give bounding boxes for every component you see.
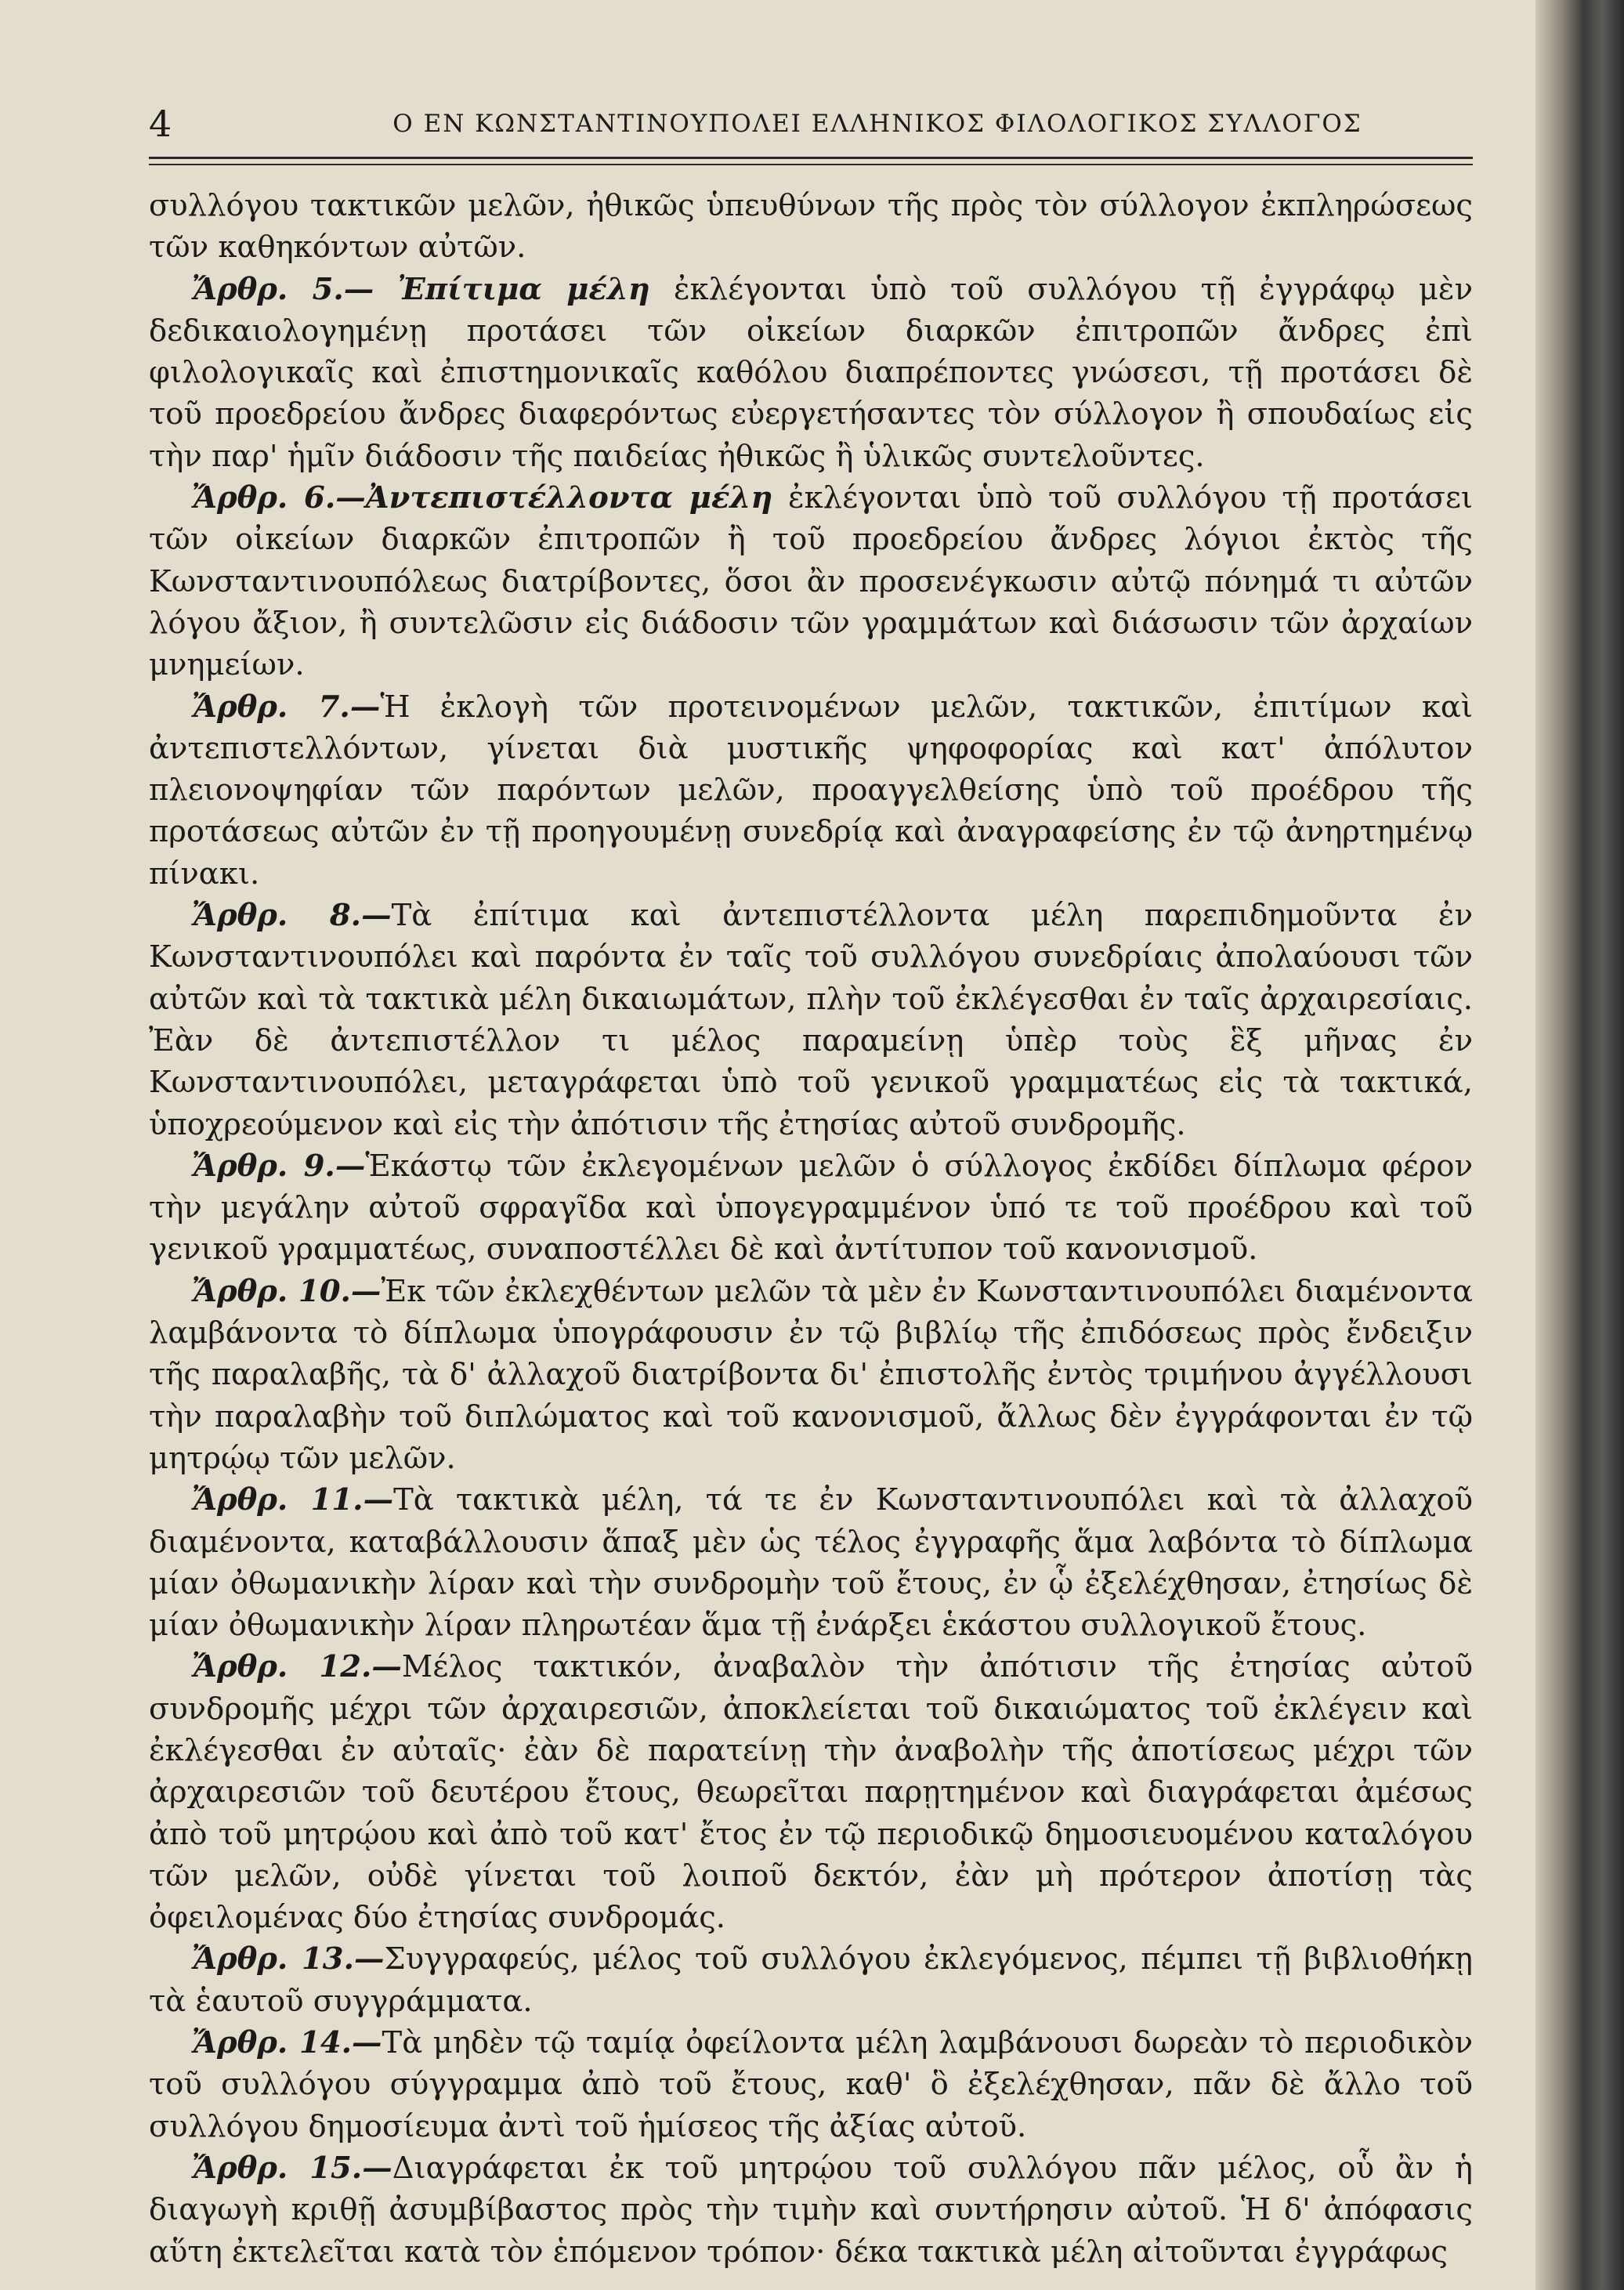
article-text: Τὰ τακτικὰ μέλη, τά τε ἐν Κωνσταντινουπόλει καὶ τὰ ἀλλαχοῦ διαμένοντα, καταβάλλουσιν ἅπαξ μὲν ὡς τέλος ἐγγραφῆς ἅμα λαβόντα τὸ δίπλωμα μίαν ὀθωμανικὴν λίραν καὶ τὴν συνδρομὴν τοῦ ἔτους, ἐν ᾧ ἐξελέχθησαν, ἐτησίως δὲ μίαν ὀθωμανικὴν λίραν πληρωτέαν ἅμα τῇ ἐνάρξει ἑκάστου συλλογικοῦ ἔτους. bbox=[149, 1482, 1473, 1644]
article-text: Μέλος τακτικόν, ἀναβαλὸν τὴν ἀπότισιν τῆς ἐτησίας αὐτοῦ συνδρομῆς μέχρι τῶν ἀρχαιρεσιῶν, ἀποκλείεται τοῦ δικαιώματος τοῦ ἐκλέγειν καὶ ἐκλέγεσθαι ἐν αὐταῖς· ἐὰν δὲ παρατείνῃ τὴν ἀναβολὴν τῆς ἀποτίσεως μέχρι τῶν ἀρχαιρεσιῶν τοῦ δευτέρου ἔτους, θεωρεῖται παρῃτημένον καὶ διαγράφεται ἀμέσως ἀπὸ τοῦ μητρῴου καὶ ἀπὸ τοῦ κατ' ἔτος ἐν τῷ περιοδικῷ δημοσιευομένου καταλόγου τῶν μελῶν, οὐδὲ γίνεται τοῦ λοιποῦ δεκτόν, ἐὰν μὴ πρότερον ἀποτίσῃ τὰς ὀφειλομένας δύο ἐτησίας συνδρομάς. bbox=[149, 1649, 1473, 1936]
article-label: Ἄρθρ. 5.— bbox=[192, 271, 374, 307]
page-header bbox=[149, 100, 1473, 147]
article-label: Ἄρθρ. 12.— bbox=[192, 1649, 402, 1685]
article-9 bbox=[149, 1145, 1473, 1271]
article-label: Ἄρθρ. 7.— bbox=[192, 689, 381, 725]
article-text: ἐκλέγονται ὑπὸ τοῦ συλλόγου τῇ προτάσει τῶν οἰκείων διαρκῶν ἐπιτροπῶν ἢ τοῦ προεδρείου ἄνδρες λόγιοι ἐκτὸς τῆς Κωνσταντινουπόλεως διατρίβοντες, ὅσοι ἂν προσενέγκωσιν αὐτῷ πόνημά τι αὐτῶν λόγου ἄξιον, ἢ συντελῶσιν εἰς διάδοσιν τῶν γραμμάτων καὶ διάσωσιν τῶν ἀρχαίων μνημείων. bbox=[149, 480, 1473, 683]
article-7 bbox=[149, 686, 1473, 895]
article-text: Ἡ ἐκλογὴ τῶν προτεινομένων μελῶν, τακτικῶν, ἐπιτίμων καὶ ἀντεπιστελλόντων, γίνεται διὰ μυστικῆς ψηφοφορίας καὶ κατ' ἀπόλυτον πλειονοψηφίαν τῶν παρόντων μελῶν, προαγγελθείσης ὑπὸ τοῦ προέδρου τῆς προτάσεως αὐτῶν ἐν τῇ προηγουμένῃ συνεδρίᾳ καὶ ἀναγραφείσης ἐν τῷ ἀνηρτημένῳ πίνακι. bbox=[149, 689, 1473, 892]
article-label: Ἄρθρ. 11.— bbox=[192, 1482, 394, 1518]
article-heading: Ἐπίτιμα μέλη bbox=[397, 271, 650, 307]
article-label: Ἄρθρ. 6.— bbox=[192, 480, 366, 516]
article-text: Τὰ ἐπίτιμα καὶ ἀντεπιστέλλοντα μέλη παρεπιδημοῦντα ἐν Κωνσταντινουπόλει καὶ παρόντα ἐν ταῖς τοῦ συλλόγου συνεδρίαις ἀπολαύουσι τῶν αὐτῶν καὶ τὰ τακτικὰ μέλη δικαιωμάτων, πλὴν τοῦ ἐκλέγεσθαι ἐν ταῖς ἀρχαιρεσίαις. Ἐὰν δὲ ἀντεπιστέλλον τι μέλος παραμείνῃ ὑπὲρ τοὺς ἓξ μῆνας ἐν Κωνσταντινουπόλει, μεταγράφεται ὑπὸ τοῦ γενικοῦ γραμματέως εἰς τὰ τακτικά, ὑποχρεούμενον καὶ εἰς τὴν ἀπότισιν τῆς ἐτησίας αὐτοῦ συνδρομῆς. bbox=[149, 898, 1474, 1142]
article-5 bbox=[149, 269, 1473, 477]
paragraph-continuation: συλλόγου τακτικῶν μελῶν, ἠθικῶς ὑπευθύνων τῆς πρὸς τὸν σύλλογον ἐκπληρώσεως τῶν καθηκόντων αὐτῶν. bbox=[149, 188, 1473, 266]
article-text: Διαγράφεται ἐκ τοῦ μητρῴου τοῦ συλλόγου πᾶν μέλος, οὗ ἂν ἡ διαγωγὴ κριθῇ ἀσυμβίβαστος πρὸς τὴν τιμὴν καὶ συντήρησιν αὐτοῦ. Ἡ δ' ἀπόφασις αὕτη ἐκτελεῖται κατὰ τὸν ἑπόμενον τρόπον· δέκα τακτικὰ μέλη αἰτοῦνται ἐγγράφως bbox=[149, 2150, 1473, 2270]
article-label: Ἄρθρ. 8.— bbox=[192, 898, 392, 934]
article-10 bbox=[149, 1271, 1473, 1479]
article-8 bbox=[149, 895, 1473, 1145]
page-number: 4 bbox=[149, 103, 172, 145]
article-14 bbox=[149, 2022, 1473, 2147]
article-text: Τὰ μηδὲν τῷ ταμίᾳ ὀφείλοντα μέλη λαμβάνουσι δωρεὰν τὸ περιοδικὸν τοῦ συλλόγου σύγγραμμα ἀπὸ τοῦ ἔτους, καθ' ὃ ἐξελέχθησαν, πᾶν δὲ ἄλλο τοῦ συλλόγου δημοσίευμα ἀντὶ τοῦ ἡμίσεος τῆς ἀξίας αὐτοῦ. bbox=[149, 2025, 1473, 2144]
article-text: Ἑκάστῳ τῶν ἐκλεγομένων μελῶν ὁ σύλλογος ἐκδίδει δίπλωμα φέρον τὴν μεγάλην αὐτοῦ σφραγῖδα καὶ ὑπογεγραμμένον ὑπό τε τοῦ προέδρου καὶ τοῦ γενικοῦ γραμματέως, συναποστέλλει δὲ καὶ ἀντίτυπον τοῦ κανονισμοῦ. bbox=[149, 1148, 1473, 1268]
article-15 bbox=[149, 2147, 1473, 2273]
body-text bbox=[149, 185, 1473, 2273]
header-rule-bottom bbox=[149, 164, 1473, 165]
article-11 bbox=[149, 1479, 1473, 1646]
header-rule-top bbox=[149, 157, 1473, 159]
article-label: Ἄρθρ. 15.— bbox=[192, 2150, 392, 2186]
page-edge-shadow bbox=[1535, 0, 1624, 2290]
running-head: Ο ΕΝ ΚΩΝΣΤΑΝΤΙΝΟΥΠΟΛΕΙ ΕΛΛΗΝΙΚΟΣ ΦΙΛΟΛΟΓΙΚΟΣ ΣΥΛΛΟΓΟΣ bbox=[392, 110, 1362, 138]
article-label: Ἄρθρ. 9.— bbox=[192, 1148, 366, 1184]
article-text: Συγγραφεύς, μέλος τοῦ συλλόγου ἐκλεγόμενος, πέμπει τῇ βιβλιοθήκῃ τὰ ἑαυτοῦ συγγράμματα. bbox=[149, 1941, 1473, 2019]
article-text: ἐκλέγονται ὑπὸ τοῦ συλλόγου τῇ ἐγγράφῳ μὲν δεδικαιολογημένῃ προτάσει τῶν οἰκείων διαρκῶν ἐπιτροπῶν ἄνδρες ἐπὶ φιλολογικαῖς καὶ ἐπιστημονικαῖς καθόλου διαπρέποντες γνώσεσι, τῇ προτάσει δὲ τοῦ προεδρείου ἄνδρες διαφερόντως εὐεργετήσαντες τὸν σύλλογον ἢ σπουδαίως εἰς τὴν παρ' ἡμῖν διάδοσιν τῆς παιδείας ἠθικῶς ἢ ὑλικῶς συντελοῦντες. bbox=[149, 271, 1473, 474]
article-13 bbox=[149, 1938, 1473, 2022]
article-text: Ἐκ τῶν ἐκλεχθέντων μελῶν τὰ μὲν ἐν Κωνσταντινουπόλει διαμένοντα λαμβάνοντα τὸ δίπλωμα ὑπογράφουσιν ἐν τῷ βιβλίῳ τῆς ἐπιδόσεως πρὸς ἔνδειξιν τῆς παραλαβῆς, τὰ δ' ἀλλαχοῦ διατρίβοντα δι' ἐπιστολῆς ἐντὸς τριμήνου ἀγγέλλουσι τὴν παραλαβὴν τοῦ διπλώματος καὶ τοῦ κανονισμοῦ, ἄλλως δὲν ἐγγράφονται ἐν τῷ μητρῴῳ τῶν μελῶν. bbox=[149, 1273, 1473, 1476]
article-label: Ἄρθρ. 14.— bbox=[192, 2025, 382, 2061]
article-12 bbox=[149, 1646, 1473, 1938]
article-label: Ἄρθρ. 13.— bbox=[192, 1941, 385, 1977]
article-label: Ἄρθρ. 10.— bbox=[192, 1273, 382, 1309]
article-6 bbox=[149, 477, 1473, 686]
article-heading: Ἀντεπιστέλλοντα μέλη bbox=[365, 480, 773, 516]
